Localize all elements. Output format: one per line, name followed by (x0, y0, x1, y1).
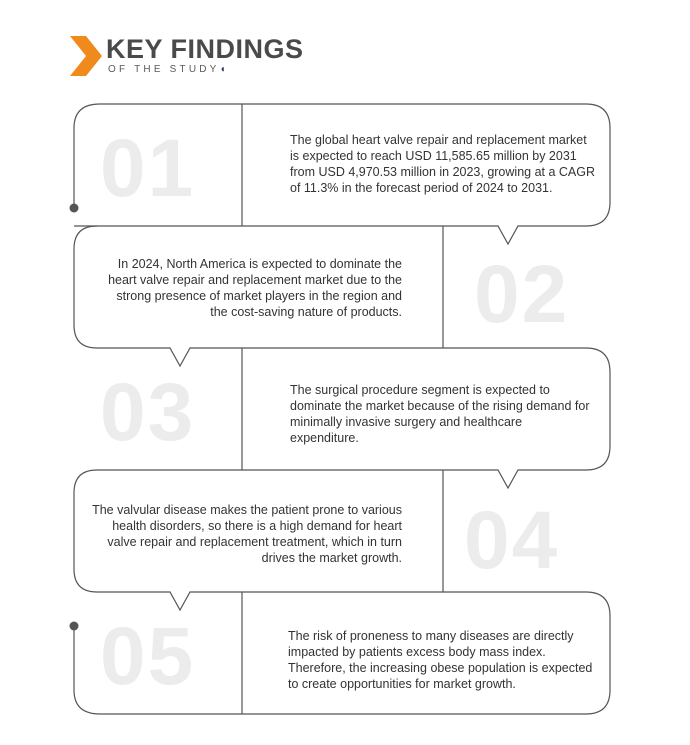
finding-text-03: The surgical procedure segment is expected to dominate the market because of the rising demand for minimally invasive surgery and healthcare expenditure. (290, 383, 590, 445)
finding-number-03: 03 (100, 367, 196, 458)
moon-icon: ◖ (219, 64, 226, 75)
finding-text-02: In 2024, North America is expected to dominate the heart valve repair and replacement market due to the strong presence of market players in the region and the cost-saving nature of products. (108, 257, 402, 319)
finding-number-05: 05 (100, 611, 196, 702)
page-title: KEY FINDINGS (106, 34, 304, 64)
connector-dot-bottom (70, 622, 79, 631)
finding-number-04: 04 (464, 495, 560, 586)
finding-text-04: The valvular disease makes the patient prone to various health disorders, so there is a high demand for heart valve repair and replacement treatment, which in turn drives the market growth. (92, 503, 402, 565)
finding-text-05: The risk of proneness to many diseases are directly impacted by patients excess body mass index. Therefore, the increasing obese population is expected to create opportunities for market growth. (288, 629, 593, 691)
page-subtitle-text: OF THE STUDY (108, 64, 220, 75)
finding-text-01: The global heart valve repair and replacement market is expected to reach USD 11,585.65 million by 2031 from USD 4,970.53 million in 2023, growing at a CAGR of 11.3% in the forecast period of 2024 to 2031. (290, 133, 596, 195)
connector-dot-top (70, 204, 79, 213)
finding-number-01: 01 (100, 123, 196, 214)
finding-number-02: 02 (474, 249, 570, 340)
